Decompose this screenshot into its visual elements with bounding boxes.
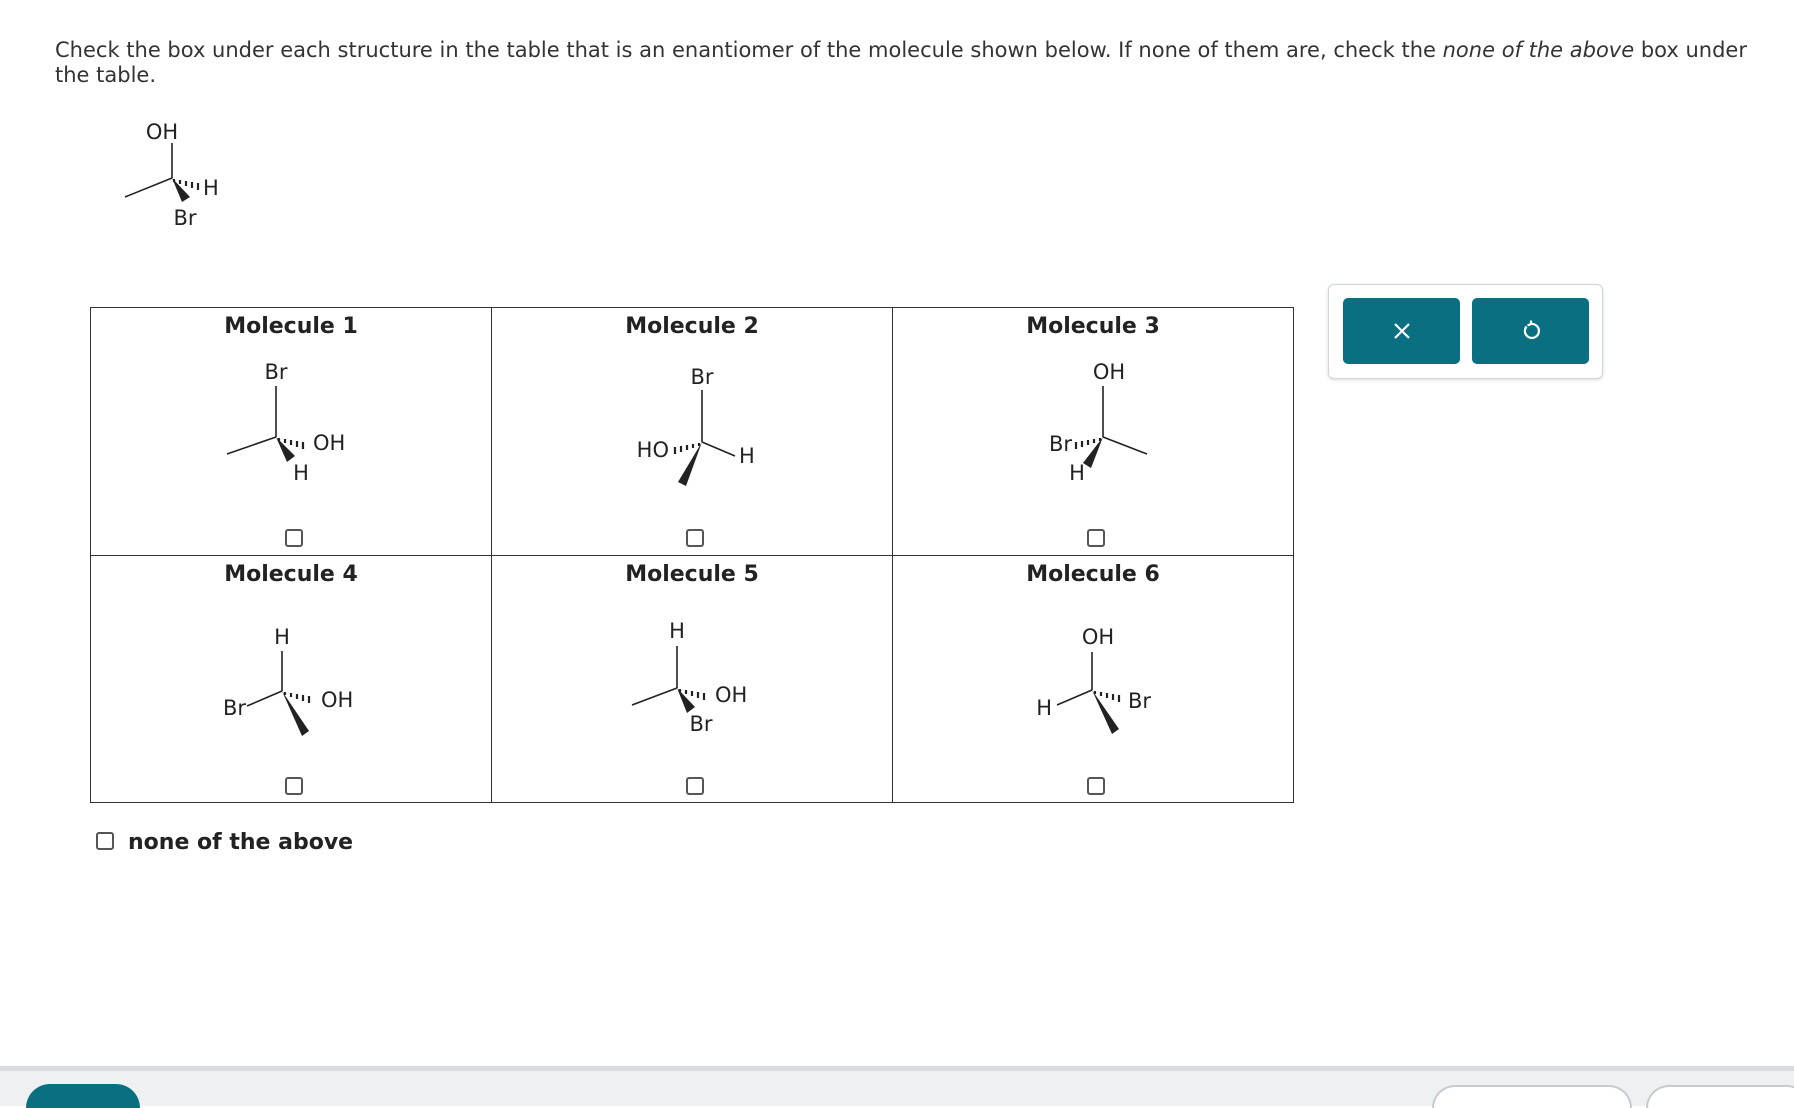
bottom-button[interactable]: [1646, 1085, 1794, 1108]
molecule-4-oh-label: OH: [321, 687, 354, 712]
none-of-the-above-label[interactable]: none of the above: [128, 830, 354, 855]
molecule-3-h-label: H: [1069, 461, 1085, 485]
molecule-5-structure: [492, 556, 892, 802]
molecule-4-structure: [91, 556, 491, 802]
molecule-3-checkbox[interactable]: [1087, 529, 1105, 547]
undo-button[interactable]: [1472, 298, 1589, 364]
molecule-2-ho-label: HO: [636, 438, 669, 462]
molecule-1-structure: [91, 308, 491, 554]
bottom-button[interactable]: [1432, 1085, 1632, 1108]
molecule-table: [90, 307, 1294, 803]
molecule-6-checkbox[interactable]: [1087, 777, 1105, 795]
molecule-cell: [893, 555, 1294, 803]
molecule-3-structure: [893, 308, 1293, 554]
molecule-1-top-label: Br: [264, 360, 288, 384]
molecule-4-h-label: H: [274, 624, 290, 649]
molecule-5-br-label: Br: [689, 711, 713, 736]
molecule-title: Molecule 4: [224, 561, 358, 587]
molecule-2-checkbox[interactable]: [686, 529, 704, 547]
molecule-cell: [91, 555, 492, 803]
reference-oh-label: OH: [145, 120, 179, 144]
molecule-4-br-label: Br: [222, 695, 246, 720]
molecule-5-h-label: H: [669, 618, 685, 643]
molecule-1-checkbox[interactable]: [285, 529, 303, 547]
x-icon: [1391, 320, 1413, 342]
undo-icon: [1519, 319, 1543, 343]
bottom-bar: [0, 1066, 1794, 1106]
clear-button[interactable]: [1343, 298, 1460, 364]
molecule-title: Molecule 3: [1026, 314, 1160, 339]
molecule-title: Molecule 1: [224, 314, 358, 339]
question-text: Check the box under each structure in the table that is an enantiomer of the molecule shown below. If none of them are, check the none of the above box under the table.: [55, 38, 1747, 87]
molecule-6-br-label: Br: [1128, 688, 1152, 713]
molecule-cell: [492, 308, 893, 556]
molecule-2-h-label: H: [739, 444, 755, 468]
molecule-title: Molecule 6: [1026, 561, 1160, 587]
molecule-6-oh-label: OH: [1081, 624, 1115, 649]
molecule-cell: [91, 308, 492, 556]
molecule-2-structure: [492, 308, 892, 554]
molecule-3-br-label: Br: [1048, 432, 1072, 456]
molecule-5-checkbox[interactable]: [686, 777, 704, 795]
molecule-6-h-label: H: [1036, 695, 1052, 720]
reference-h-label: H: [203, 176, 219, 200]
reference-molecule: [110, 115, 240, 240]
bottom-left-button[interactable]: [26, 1084, 140, 1108]
molecule-1-oh-label: OH: [313, 431, 346, 455]
molecule-1-h-label: H: [293, 461, 309, 485]
molecule-3-top-label: OH: [1092, 360, 1126, 384]
molecule-2-top-label: Br: [690, 365, 714, 389]
question-emphasis: none of the above: [1442, 38, 1635, 62]
molecule-title: Molecule 2: [625, 314, 759, 339]
molecule-6-structure: [893, 556, 1293, 802]
reference-br-label: Br: [173, 206, 197, 230]
answer-toolbar: [1328, 284, 1603, 379]
molecule-4-checkbox[interactable]: [285, 777, 303, 795]
molecule-cell: [492, 555, 893, 803]
molecule-title: Molecule 5: [625, 561, 759, 587]
molecule-5-oh-label: OH: [715, 682, 748, 707]
molecule-cell: [893, 308, 1294, 556]
none-of-the-above-checkbox[interactable]: [96, 832, 114, 850]
